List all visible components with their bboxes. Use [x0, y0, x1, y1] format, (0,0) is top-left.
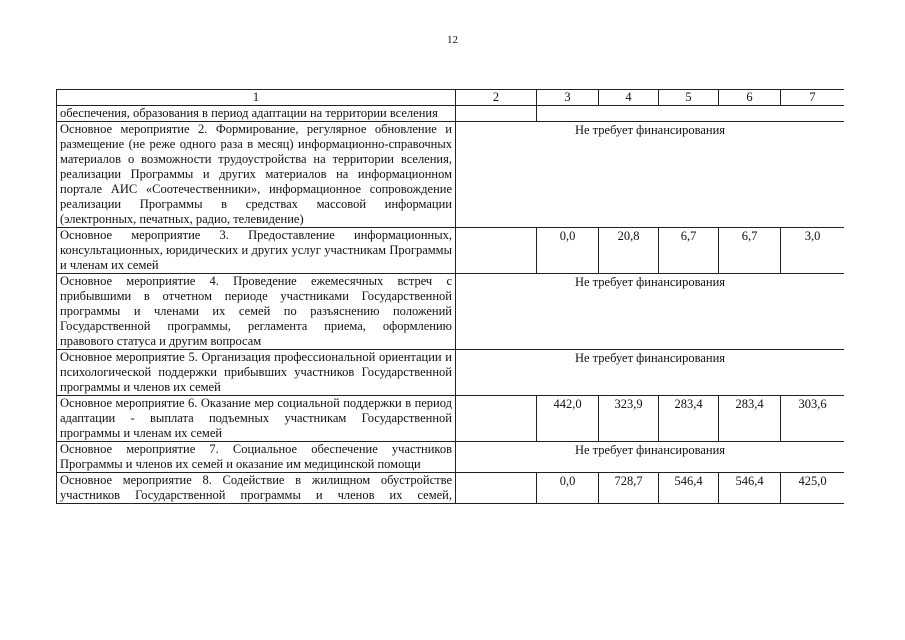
- row-description: Основное мероприятие 3. Предоставление информационных, консультационных, юридических и других услуг участникам Программы и членам их семей: [57, 228, 456, 274]
- row-value-col-5: 546,4: [659, 473, 719, 504]
- header-col-3: 3: [537, 90, 599, 106]
- page-number: 12: [447, 34, 458, 46]
- header-col-2: 2: [456, 90, 537, 106]
- row-value-col-2: [456, 396, 537, 442]
- table-row: [57, 473, 845, 504]
- row-merged-cell: Не требует финансирования: [456, 350, 845, 396]
- table-row: [57, 106, 845, 122]
- table-row: [57, 442, 845, 473]
- row-value-col-7: 303,6: [781, 396, 845, 442]
- row-merged-cell: Не требует финансирования: [456, 274, 845, 350]
- row-description: Основное мероприятие 5. Организация профессиональной ориентации и психологической поддержки прибывших участников Государственной программы и членов их семей: [57, 350, 456, 396]
- header-col-6: 6: [719, 90, 781, 106]
- row-value-col-7: 3,0: [781, 228, 845, 274]
- row-value-col-3: 442,0: [537, 396, 599, 442]
- row-value-col-6: 283,4: [719, 396, 781, 442]
- row-value-col-5: 6,7: [659, 228, 719, 274]
- row-value-col-6: 6,7: [719, 228, 781, 274]
- row-value-col-3: 0,0: [537, 228, 599, 274]
- header-col-7: 7: [781, 90, 845, 106]
- row-cell-col-2: [456, 106, 537, 122]
- row-value-col-3: 0,0: [537, 473, 599, 504]
- row-value-col-6: 546,4: [719, 473, 781, 504]
- program-events-table: [56, 89, 844, 504]
- row-description: Основное мероприятие 8. Содействие в жилищном обустройстве участников Государственной программы и членов их семей,: [57, 473, 456, 504]
- table-row: [57, 274, 845, 350]
- row-merged-cell: [537, 106, 845, 122]
- row-description: Основное мероприятие 6. Оказание мер социальной поддержки в период адаптации - выплата подъемных участникам Государственной программы и членам их семей: [57, 396, 456, 442]
- header-col-4: 4: [599, 90, 659, 106]
- table-row: [57, 228, 845, 274]
- row-value-col-2: [456, 228, 537, 274]
- row-description: Основное мероприятие 4. Проведение ежемесячных встреч с прибывшими в отчетном периоде участниками Государственной программы и членами их семей по разъяснению положений Государственной программы, регламента приема, оформлению правового статуса и другим вопросам: [57, 274, 456, 350]
- header-col-5: 5: [659, 90, 719, 106]
- row-value-col-5: 283,4: [659, 396, 719, 442]
- table-row: [57, 122, 845, 228]
- program-table-container: [56, 89, 844, 629]
- row-value-col-2: [456, 473, 537, 504]
- row-value-col-4: 20,8: [599, 228, 659, 274]
- row-description: обеспечения, образования в период адаптации на территории вселения: [57, 106, 456, 122]
- table-row: [57, 350, 845, 396]
- row-value-col-4: 728,7: [599, 473, 659, 504]
- table-header-row: [57, 90, 845, 106]
- row-value-col-4: 323,9: [599, 396, 659, 442]
- row-merged-cell: Не требует финансирования: [456, 122, 845, 228]
- row-description: Основное мероприятие 2. Формирование, регулярное обновление и размещение (не реже одного раза в месяц) информационно-справочных материалов о возможности трудоустройства на территории вселения, реализации Программы и других материалов на информационном портале АИС «Соотечественники», информационное сопровождение реализации Программы в средствах массовой информации (электронных, печатных, радио, телевидение): [57, 122, 456, 228]
- row-value-col-7: 425,0: [781, 473, 845, 504]
- row-description: Основное мероприятие 7. Социальное обеспечение участников Программы и членов их семей и оказание им медицинской помощи: [57, 442, 456, 473]
- header-col-1: 1: [57, 90, 456, 106]
- row-merged-cell: Не требует финансирования: [456, 442, 845, 473]
- table-row: [57, 396, 845, 442]
